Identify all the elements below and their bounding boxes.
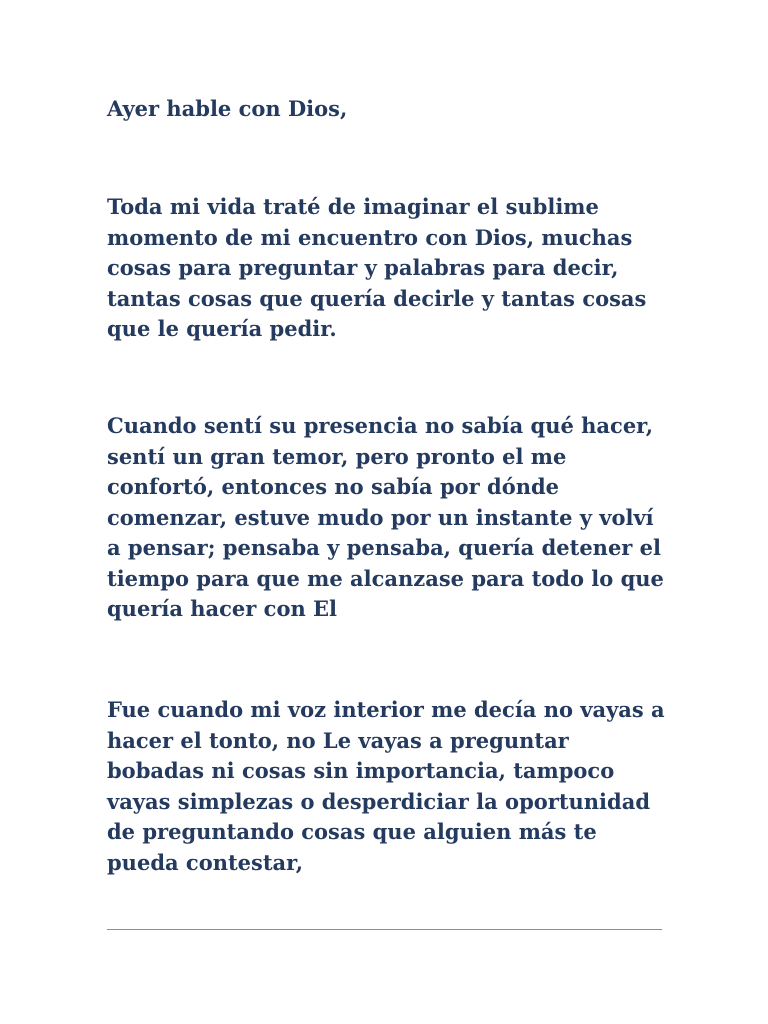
paragraph-1: Toda mi vida traté de imaginar el sublime momento de mi encuentro con Dios, muchas cosas para preguntar y palabras para decir, tantas cosas que quería decirle y tantas cosas que le quería pedir. [107,194,647,341]
paragraph-3: Fue cuando mi voz interior me decía no vayas a hacer el tonto, no Le vayas a preguntar bobadas ni cosas sin importancia, tampoco vayas simplezas o desperdiciar la oportunidad de preguntando cosas que alguien más te pueda contestar, [107,697,665,875]
paragraph-2: Cuando sentí su presencia no sabía qué hacer, sentí un gran temor, pero pronto el me confortó, entonces no sabía por dónde comenzar, estuve mudo por un instante y volví a pensar; pensaba y pensaba, quería detener el tiempo para que me alcanzase para todo lo que quería hacer con El [107,413,664,621]
footer-divider [107,929,662,930]
greeting-line: Ayer hable con Dios, [107,96,348,121]
